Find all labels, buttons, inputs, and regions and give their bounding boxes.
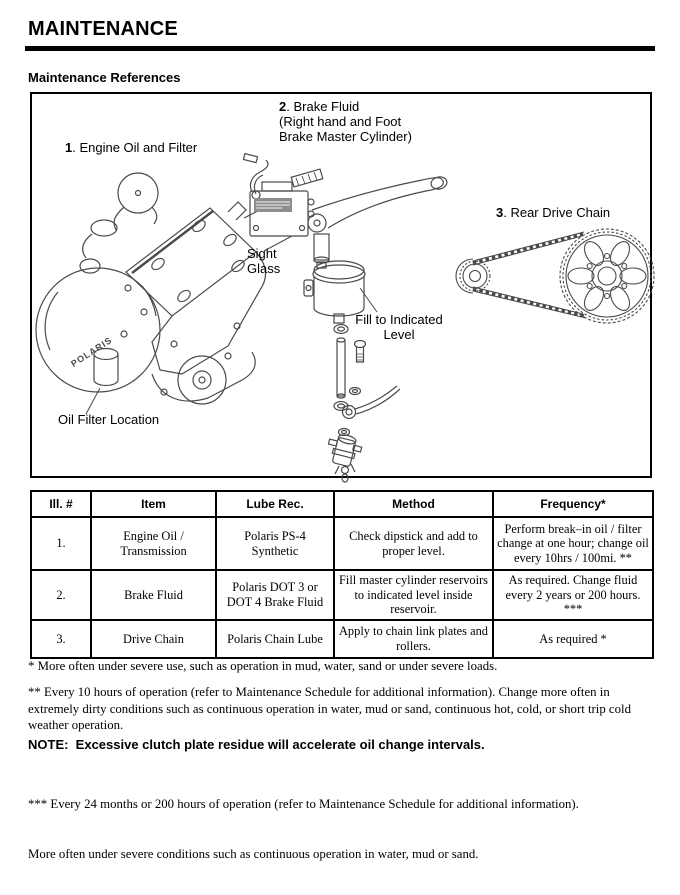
note-clutch-residue: NOTE: Excessive clutch plate residue will accelerate oil change intervals. bbox=[28, 737, 485, 752]
column-header-lube-rec: Lube Rec. bbox=[216, 491, 334, 517]
engine-label-text: . Engine Oil and Filter bbox=[72, 140, 198, 155]
table-cell: As required * bbox=[493, 620, 653, 658]
table-cell: Drive Chain bbox=[91, 620, 216, 658]
brake-label-line3: Brake Master Cylinder) bbox=[279, 129, 412, 144]
fill-level-line1: Fill to Indicated bbox=[355, 312, 443, 327]
maintenance-reference-table bbox=[30, 490, 654, 659]
table-cell: 2. bbox=[31, 570, 91, 620]
engine-brand-text: POLARIS bbox=[69, 334, 114, 369]
sight-glass-callout bbox=[247, 246, 280, 276]
fill-level-callout bbox=[350, 312, 448, 342]
column-header-frequency: Frequency* bbox=[493, 491, 653, 517]
table-cell: 1. bbox=[31, 517, 91, 570]
page-title: MAINTENANCE bbox=[28, 18, 178, 40]
engine-illustration bbox=[32, 166, 272, 428]
table-row bbox=[31, 570, 653, 620]
brake-label-text: . Brake Fluid bbox=[286, 99, 360, 114]
footnote-24-months bbox=[28, 763, 656, 895]
table-row bbox=[31, 620, 653, 658]
drive-chain-illustration bbox=[456, 222, 654, 324]
column-header-ill-num: Ill. # bbox=[31, 491, 91, 517]
table-cell: Polaris DOT 3 or DOT 4 Brake Fluid bbox=[216, 570, 334, 620]
footnote-24-months-line2: More often under severe conditions such as continuous operation in water, mud or sand. bbox=[28, 846, 479, 861]
footnote-ten-hours: ** Every 10 hours of operation (refer to Maintenance Schedule for additional information). Change more often in extremely dirty conditions such as continuous operation in water, mud or sand, continuous hot, cold, or short trip cold weather operation. bbox=[28, 685, 635, 732]
oil-filter-callout: Oil Filter Location bbox=[58, 412, 160, 427]
fill-level-line2: Level bbox=[383, 327, 415, 342]
table-cell: Engine Oil / Transmission bbox=[91, 517, 216, 570]
footnote-severe-use: * More often under severe use, such as operation in mud, water, sand or under severe loads. bbox=[28, 659, 498, 673]
engine-label-number: 1 bbox=[65, 140, 73, 155]
chain-label-number: 3 bbox=[496, 205, 504, 220]
sight-glass-line1: Sight bbox=[247, 246, 277, 261]
table-cell: 3. bbox=[31, 620, 91, 658]
brake-label-line2: (Right hand and Foot bbox=[279, 114, 402, 129]
column-header-method: Method bbox=[334, 491, 493, 517]
maintenance-references-figure bbox=[30, 92, 652, 478]
table-cell: As required. Change fluid every 2 years or 200 hours. *** bbox=[493, 570, 653, 620]
column-header-item: Item bbox=[91, 491, 216, 517]
table-cell: Apply to chain link plates and rollers. bbox=[334, 620, 493, 658]
rear-drive-chain-label bbox=[496, 205, 610, 220]
table-header-row bbox=[31, 491, 653, 517]
section-heading: Maintenance References bbox=[28, 70, 181, 85]
chain-label-text: . Rear Drive Chain bbox=[503, 205, 611, 220]
brake-label-number: 2 bbox=[279, 99, 287, 114]
footnote-24-months-line1: *** Every 24 months or 200 hours of operation (refer to Maintenance Schedule for additional information). bbox=[28, 797, 579, 811]
table-cell: Brake Fluid bbox=[91, 570, 216, 620]
table-row bbox=[31, 517, 653, 570]
brake-fluid-label bbox=[279, 99, 412, 144]
title-underline bbox=[25, 46, 655, 51]
table-cell: Perform break–in oil / filter change at one hour; change oil every 10hrs / 100mi. ** bbox=[493, 517, 653, 570]
engine-oil-filter-label bbox=[65, 140, 197, 155]
sight-glass-line2: Glass bbox=[247, 261, 281, 276]
table-cell: Polaris PS-4 Synthetic bbox=[216, 517, 334, 570]
fill-level-leader-line bbox=[360, 288, 377, 312]
table-cell: Check dipstick and add to proper level. bbox=[334, 517, 493, 570]
table-cell: Fill master cylinder reservoirs to indicated level inside reservoir. bbox=[334, 570, 493, 620]
table-cell: Polaris Chain Lube bbox=[216, 620, 334, 658]
